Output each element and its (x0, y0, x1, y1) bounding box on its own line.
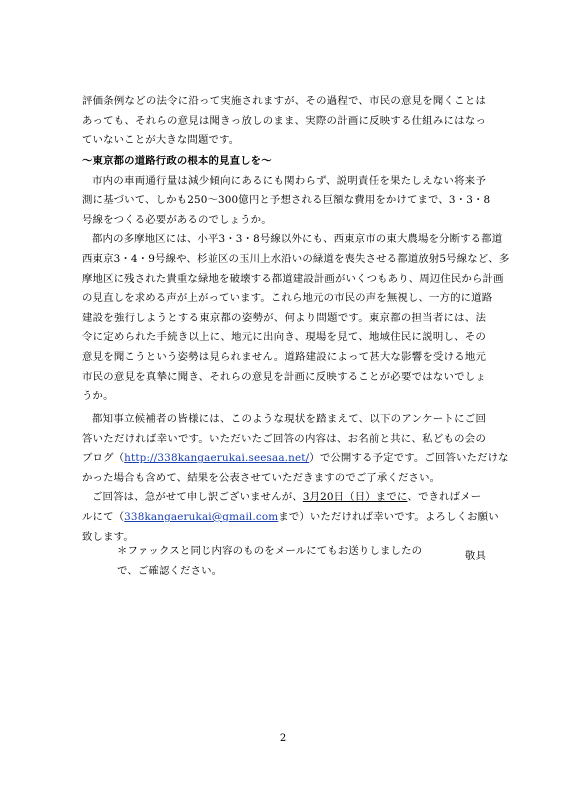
para4-line (82, 488, 486, 508)
para2-line: 都内の多摩地区には、小平3・3・8号線以外にも、西東京市の東大農場を分断する都道 (92, 233, 503, 246)
intro-paragraph (82, 92, 486, 151)
para1-line: 測に基づいて、しかも250〜300億円と予想される巨額な費用をかけてまで、3・3・8 (82, 194, 491, 207)
para3-text: ブログ（ (82, 452, 125, 465)
para4-text: ルにて（ (82, 510, 125, 523)
para1-line: 市内の車両通行量は減少傾向にあるにも関わらず、説明責任を果たしえない将来予 (92, 174, 486, 187)
para4-text: 、できればメー (407, 491, 482, 504)
para4-text: ご回答は、急がせて申し訳ございませんが、 (92, 491, 303, 504)
para2-line: 西東京3・4・9号線や、杉並区の玉川上水沿いの緑道を喪失させる都道放射5号線など、多 (82, 252, 510, 265)
para3-line: 答いただければ幸いです。いただいたご回答の内容は、お名前と共に、私どもの会の (82, 432, 486, 445)
para2-line: うか。 (82, 390, 114, 403)
section-heading: 〜東京都の道路行政の根本的見直しを〜 (82, 155, 272, 167)
para4-line: 致します。 (82, 530, 134, 543)
note-paragraph (117, 542, 457, 581)
para4-line (82, 508, 499, 528)
deadline-text: 3月20日（日）までに (302, 491, 408, 504)
email-link[interactable]: 338kangaerukai@gmail.com (124, 510, 279, 523)
para2-line: の見直しを求める声が上がっています。これら地元の市民の声を無視し、一方的に道路 (82, 292, 493, 305)
roads-section (82, 152, 510, 407)
para3-text: ）で公開する予定です。ご回答いただけな (309, 452, 509, 465)
para2-line: 摩地区に残された貴重な緑地を破壊する都道建設計画がいくつもあり、周辺住民から計画 (82, 272, 504, 285)
para1-line: 号線をつくる必要があるのでしょうか。 (82, 213, 272, 226)
intro-line: ていないことが大きな問題です。 (82, 134, 240, 147)
para4-text: まで）いただければ幸いです。よろしくお願い (278, 510, 499, 523)
para2-line: 建設を強行しようとする東京都の姿勢が、何より問題です。東京都の担当者には、法 (82, 311, 486, 324)
para3-line (82, 449, 509, 469)
para2-line: 市民の意見を真摯に聞き、それらの意見を計画に反映することが必要ではないでしょ (82, 370, 486, 383)
intro-line: あっても、それらの意見は聞きっ放しのまま、実際の計画に反映する仕組みにはなっ (82, 114, 486, 127)
para2-line: 令に定められた手続き以上に、地元に出向き、現場を見て、地域住民に説明し、その (82, 331, 486, 344)
page-number: 2 (279, 733, 287, 744)
para3-line: 都知事立候補者の皆様には、このような現状を踏まえて、以下のアンケートにご回 (92, 413, 486, 425)
para2-line: 意見を聞こうという姿勢は見られません。道路建設によって甚大な影響を受ける地元 (82, 350, 486, 363)
para3-line: かった場合も含めて、結果を公表させていただきますのでご了承ください。 (82, 471, 441, 484)
blog-link[interactable]: http://338kangaerukai.seesaa.net/ (124, 452, 310, 465)
intro-line: 評価条例などの法令に沿って実施されますが、その過程で、市民の意見を聞くことは (82, 95, 486, 107)
note-line: ＊ファックスと同じ内容のものをメールにてもお送りしましたの (117, 545, 423, 557)
note-line: で、ご確認ください。 (117, 564, 223, 577)
closing-text: 敬具 (464, 550, 486, 563)
